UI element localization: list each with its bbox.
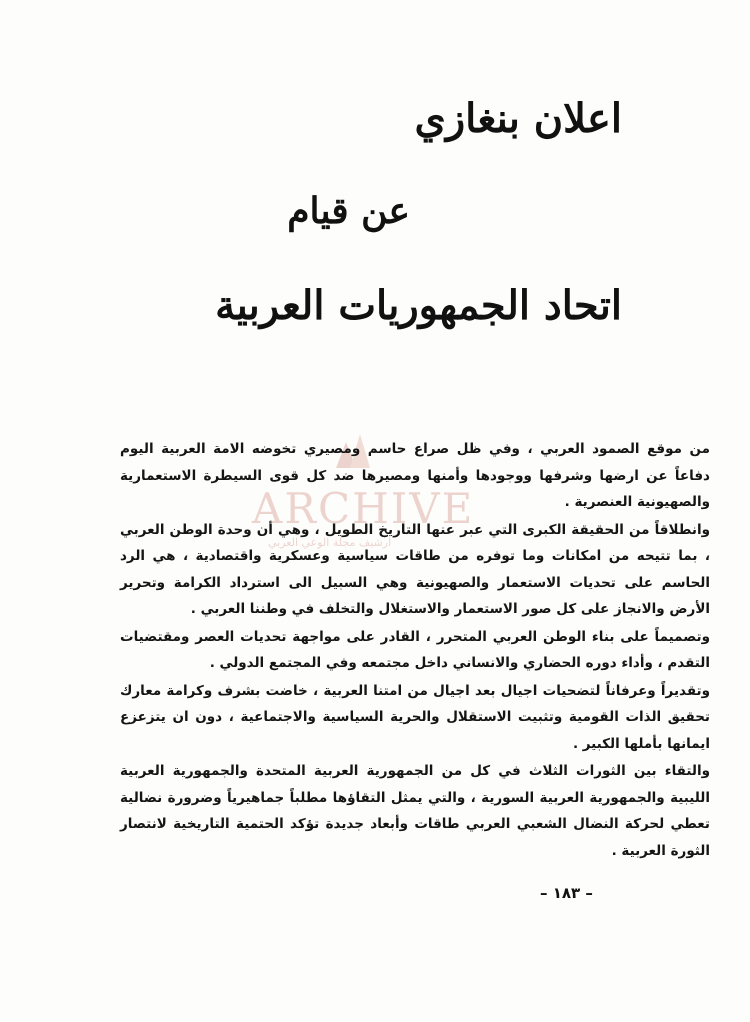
document-title: اعلان بنغازي (414, 95, 622, 142)
paragraph: وانطلاقاً من الحقيقة الكبرى التي عبر عنها التاريخ الطويل ، وهي أن وحدة الوطن العربي ، بما تتيحه من امكانات وما توفره من طاقات سياسية وعسكرية واقتصادية ، هي الرد الحاسم على تحديات الاستعمار والصهيونية وهي السبيل الى استرداد الكرامة وتحرير الأرض والانجاز على كل صور الاستعمار والاستغلال والتخلف في وطننا العربي . (120, 521, 710, 617)
watermark-text: ARCHIVE (252, 484, 475, 533)
watermark-subtext: أرشيف مجلة الوعي العربي (268, 536, 392, 549)
page-number: – ١٨٣ – (540, 884, 593, 902)
document-subtitle: عن قيام (287, 190, 410, 232)
union-title: اتحاد الجمهوريات العربية (215, 282, 622, 329)
paragraph: من موقع الصمود العربي ، وفي ظل صراع حاسم ومصيري تخوضه الامة العربية اليوم دفاعاً عن ارضها وشرفها ووجودها وأمنها ومصيرها ضد كل قوى السيطرة الاستعمارية والصهيونية العنصرية . (120, 441, 710, 510)
paragraph: وتصميماً على بناء الوطن العربي المتحرر ، القادر على مواجهة تحديات العصر ومقتضيات التقدم ، وأداء دوره الحضاري والانساني داخل مجتمعه وفي المجتمع الدولي . (120, 628, 710, 671)
document-body (120, 436, 710, 865)
paragraph: والتقاء بين الثورات الثلاث في كل من الجمهورية العربية المتحدة والجمهورية العربية الليبية والجمهورية العربية السورية ، والتي يمثل التقاؤها مطلباً جماهيرياً وضرورة نضالية تعطي لحركة النضال الشعبي العربي طاقات وأبعاد جديدة تؤكد الحتمية التاريخية لانتصار الثورة العربية . (120, 763, 710, 859)
paragraph: وتقديراً وعرفاناً لتضحيات اجيال بعد اجيال من امتنا العربية ، خاضت بشرف وكرامة معارك تحقيق الذات القومية وتثبيت الاستقلال والحرية السياسية والاجتماعية ، دون ان يتزعزع ايمانها بأملها الكبير . (120, 682, 710, 752)
